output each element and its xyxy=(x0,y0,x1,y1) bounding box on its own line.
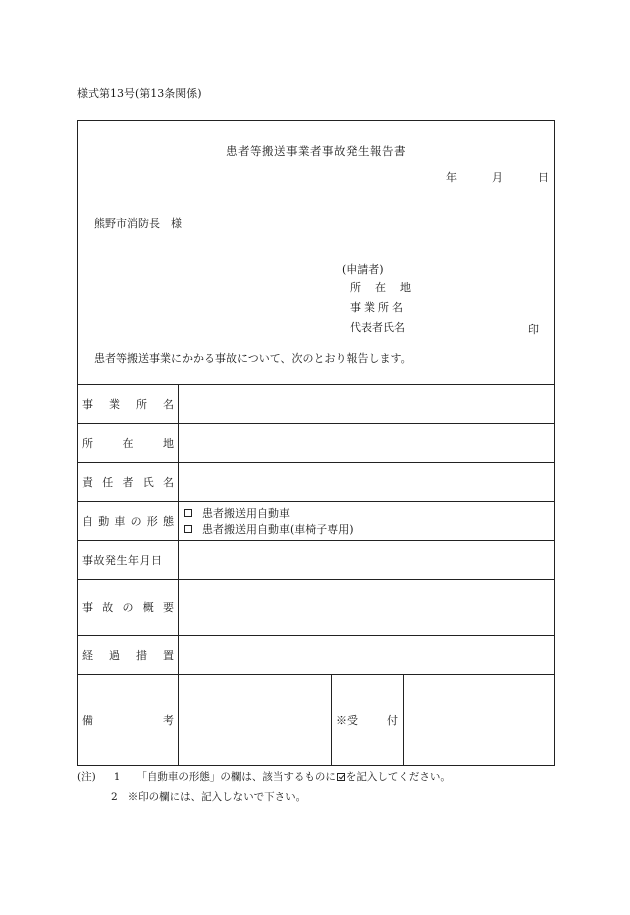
label-office-name: 事 業 所 名 xyxy=(82,397,174,411)
applicant-representative-label: 代表者氏名 xyxy=(350,321,405,334)
note-item-1: (注) 1 「自動車の形態」の欄は、該当するものに を記入してください。 xyxy=(77,771,451,783)
remarks-column-rule xyxy=(331,674,332,766)
seal-mark: 印 xyxy=(528,323,539,336)
date-line xyxy=(446,169,549,185)
checked-box-icon xyxy=(337,773,345,781)
note-item-2: 2 ※印の欄には、記入しないで下さい。 xyxy=(111,791,307,803)
label-column-rule xyxy=(178,384,179,766)
applicant-block xyxy=(350,280,411,340)
label-accident-summary: 事 故 の 概 要 xyxy=(82,601,174,614)
label-accident-date: 事故発生年月日 xyxy=(82,553,163,567)
notes xyxy=(77,769,451,809)
applicant-heading: (申請者) xyxy=(342,263,384,276)
report-statement: 患者等搬送事業にかかる事故について、次のとおり報告します。 xyxy=(94,352,412,365)
addressee: 熊野市消防長 様 xyxy=(94,217,182,230)
receipt-column-rule xyxy=(403,674,404,766)
label-vehicle-type: 自 動 車 の 形 態 xyxy=(82,514,174,528)
label-remarks: 備 考 xyxy=(82,714,174,727)
label-responsible-person: 責 任 者 氏 名 xyxy=(82,475,174,489)
date-year: 年 xyxy=(446,171,457,184)
checkbox-icon[interactable] xyxy=(184,525,192,533)
vehicle-option-wheelchair[interactable]: 患者搬送用自動車(車椅子専用) xyxy=(184,521,354,537)
document-title: 患者等搬送事業者事故発生報告書 xyxy=(226,144,406,158)
date-day: 日 xyxy=(538,171,549,184)
label-progress-measures: 経 過 措 置 xyxy=(82,648,174,662)
date-month: 月 xyxy=(492,171,503,184)
form-number: 様式第13号(第13条関係) xyxy=(77,87,202,100)
report-form xyxy=(77,120,555,766)
label-address: 所 在 地 xyxy=(82,436,174,450)
receipt-label: ※受 付 xyxy=(336,714,398,727)
vehicle-option-standard[interactable]: 患者搬送用自動車 xyxy=(184,505,290,521)
checkbox-icon[interactable] xyxy=(184,509,192,517)
applicant-office-label: 事業所名 xyxy=(350,301,406,314)
applicant-address-label: 所 在 地 xyxy=(350,281,411,294)
